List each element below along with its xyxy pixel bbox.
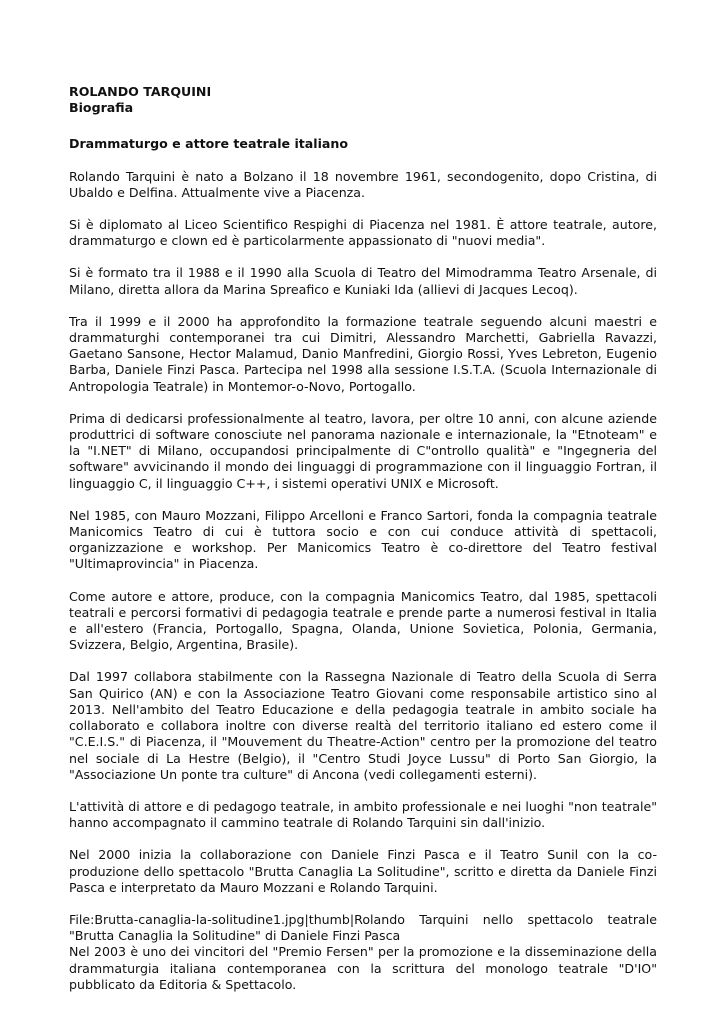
paragraph-pedagogy: L'attività di attore e di pedagogo teatrale, in ambito professionale e nei luoghi "non teatrale" hanno accompagnato il cammino teatrale di Rolando Tarquini sin dall'inizio. [69, 798, 657, 831]
paragraph-collaborations: Dal 1997 collabora stabilmente con la Rassegna Nazionale di Teatro della Scuola di Serra San Quirico (AN) e con la Associazione Teatro Giovani come responsabile artistico sino al 2013. Nell'ambito del Teatro Educazione e della pedagogia teatrale in ambito sociale ha collaborato e collabora inoltre con diverse realtà del territorio italiano ed estero come il "C.E.I.S." di Piacenza, il "Mouvement du Theatre-Action" centro per la promozione del teatro nel sociale di La Hestre (Belgio), il "Centro Studi Joyce Lussu" di Porto San Giorgio, la "Associazione Un ponte tra culture" di Ancona (vedi collegamenti esterni). [69, 669, 657, 782]
paragraph-diploma: Si è diplomato al Liceo Scientifico Respighi di Piacenza nel 1981. È attore teatrale, autore, drammaturgo e clown ed è particolarmente appassionato di "nuovi media". [69, 217, 657, 249]
paragraph-sunil: Nel 2000 inizia la collaborazione con Daniele Finzi Pasca e il Teatro Sunil con la co-produzione dello spettacolo "Brutta Canaglia La Solitudine", scritto e diretta da Daniele Finzi Pasca e interpretato da Mauro Mozzani e Rolando Tarquini. [69, 847, 657, 895]
paragraph-masters: Tra il 1999 e il 2000 ha approfondito la formazione teatrale seguendo alcuni maestri e drammaturghi contemporanei tra cui Dimitri, Alessandro Marchetti, Gabriella Ravazzi, Gaetano Sansone, Hector Malamud, Danio Manfredini, Giorgio Rossi, Yves Lebreton, Eugenio Barba, Daniele Finzi Pasca. Partecipa nel 1998 alla sessione I.S.T.A. (Scuola Internazionale di Antropologia Teatrale) in Montemor-o-Novo, Portogallo. [69, 313, 657, 394]
paragraph-image-caption: File:Brutta-canaglia-la-solitudine1.jpg|thumb|Rolando Tarquini nello spettacolo teatrale "Brutta Canaglia la Solitudine" di Daniele Finzi Pasca [69, 911, 657, 944]
document-subtitle: Biografia [69, 100, 134, 116]
paragraph-manicomics: Nel 1985, con Mauro Mozzani, Filippo Arcelloni e Franco Sartori, fonda la compagnia teatrale Manicomics Teatro di cui è tuttora socio e con cui conduce attività di spettacoli, organizzazione e workshop. Per Manicomics Teatro è co-direttore del Teatro festival "Ultimaprovincia" in Piacenza. [69, 507, 657, 572]
document-page [69, 84, 657, 993]
paragraph-birth: Rolando Tarquini è nato a Bolzano il 18 novembre 1961, secondogenito, dopo Cristina, di Ubaldo e Delfina. Attualmente vive a Piacenza. [69, 168, 657, 200]
paragraph-software: Prima di dedicarsi professionalmente al teatro, lavora, per oltre 10 anni, con alcune aziende produttrici di software conosciute nel panorama nazionale e internazionale, la "Etnoteam" e la "I.NET" di Milano, occupandosi principalmente di C"ontrollo qualità" e "Ingegneria del software" avvicinando il mondo dei linguaggi di programmazione con il linguaggio Fortran, il linguaggio C, il linguaggio C++, i sistemi operativi UNIX e Microsoft. [69, 410, 657, 491]
paragraph-fersen: Nel 2003 è uno dei vincitori del "Premio Fersen" per la promozione e la disseminazione della drammaturgia italiana contemporanea con la scrittura del monologo teatrale "D'IO" pubblicato da Editoria & Spettacolo. [69, 944, 657, 992]
document-title: ROLANDO TARQUINI [69, 84, 212, 99]
paragraph-festivals: Come autore e attore, produce, con la compagnia Manicomics Teatro, dal 1985, spettacoli teatrali e percorsi formativi di pedagogia teatrale e prende parte a numerosi festival in Italia e all'estero (Francia, Portogallo, Spagna, Olanda, Unione Sovietica, Polonia, Germania, Svizzera, Belgio, Argentina, Brasile). [69, 588, 657, 653]
section-heading: Drammaturgo e attore teatrale italiano [69, 136, 349, 152]
paragraph-training: Si è formato tra il 1988 e il 1990 alla Scuola di Teatro del Mimodramma Teatro Arsenale, di Milano, diretta allora da Marina Spreafico e Kuniaki Ida (allievi di Jacques Lecoq). [69, 265, 657, 297]
